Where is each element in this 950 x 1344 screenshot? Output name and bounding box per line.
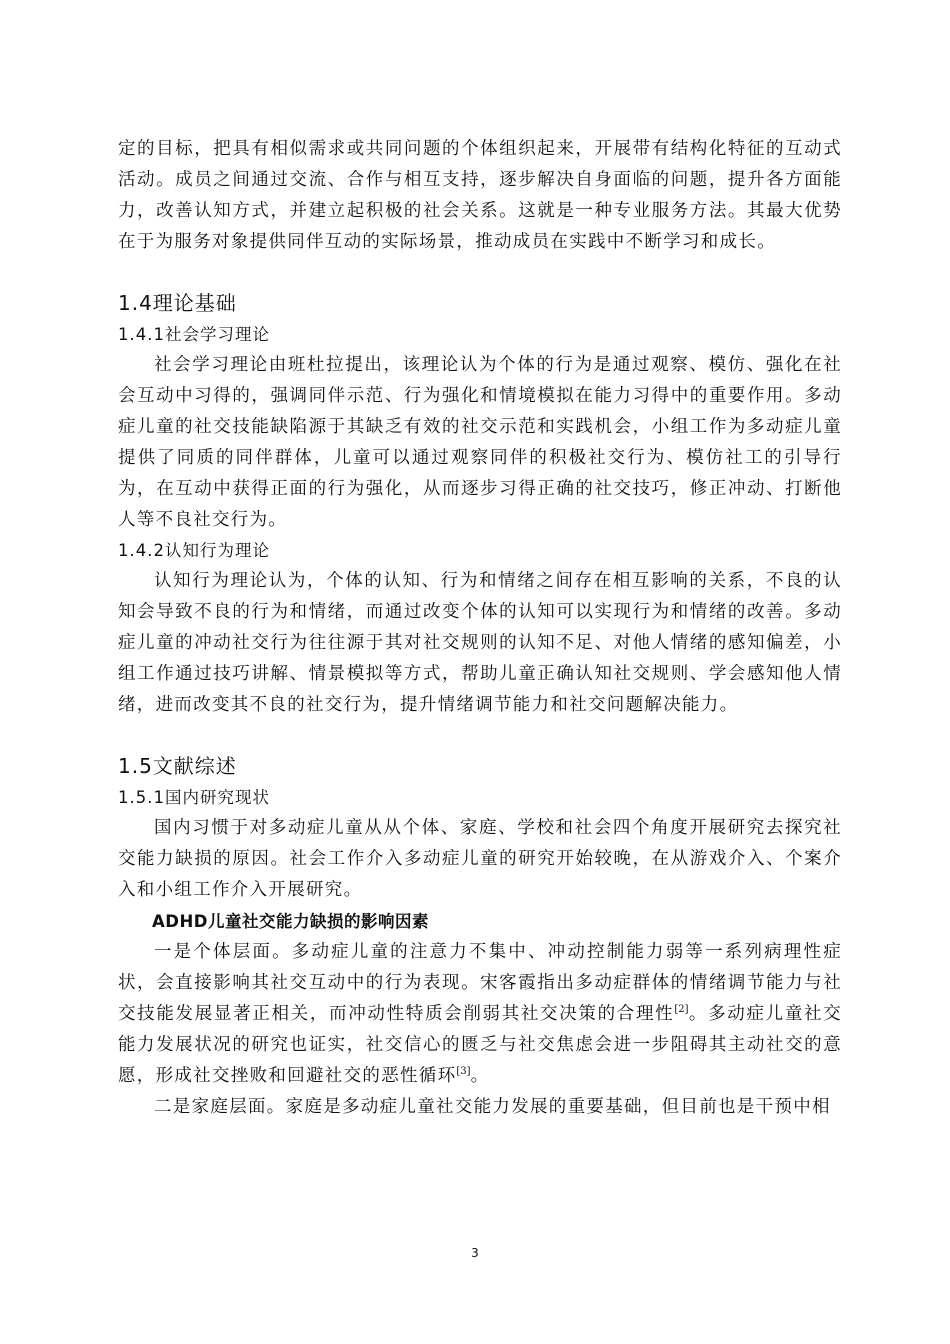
citation-3: [3] <box>456 1066 471 1078</box>
citation-2: [2] <box>674 1004 689 1016</box>
adhd-factors-heading: ADHD儿童社交能力缺损的影响因素 <box>152 912 429 931</box>
intro-paragraph: 定的目标，把具有相似需求或共同问题的个体组织起来，开展带有结构化特征的互动式活动。成员之间通过交流、合作与相互支持，逐步解决自身面临的问题，提升各方面能力，改善认知方式，并建立起积极的社会关系。这就是一种专业服务方法。其最大优势在于为服务对象提供同伴互动的实际场景，推动成员在实践中不断学习和成长。 <box>118 139 842 252</box>
section-heading-1-4: 1.4理论基础 <box>118 291 237 315</box>
individual-level-paragraph <box>118 937 842 1092</box>
page-number: 3 <box>471 1246 479 1260</box>
subsection-heading-1-4-1: 1.4.1社会学习理论 <box>118 325 270 344</box>
individual-text-a: 一是个体层面。多动症儿童的注意力不集中、冲动控制能力弱等一系列病理性症状，会直接影响其社交互动中的行为表现。宋客霞指出多动症群体的情绪调节能力与社交技能发展显著正相关，而冲动性特质会削弱其社交决策的合理性 <box>118 942 842 1024</box>
subsection-heading-1-5-1: 1.5.1国内研究现状 <box>118 788 270 807</box>
cognitive-behavior-paragraph: 认知行为理论认为，个体的认知、行为和情绪之间存在相互影响的关系，不良的认知会导致不良的行为和情绪，而通过改变个体的认知可以实现行为和情绪的改善。多动症儿童的冲动社交行为往往源于其对社交规则的认知不足、对他人情绪的感知偏差，小组工作通过技巧讲解、情景模拟等方式，帮助儿童正确认知社交规则、学会感知他人情绪，进而改变其不良的社交行为，提升情绪调节能力和社交问题解决能力。 <box>118 571 842 715</box>
individual-text-c: 。 <box>470 1066 490 1086</box>
subsection-heading-1-4-2: 1.4.2认知行为理论 <box>118 541 270 560</box>
domestic-research-paragraph: 国内习惯于对多动症儿童从从个体、家庭、学校和社会四个角度开展研究去探究社交能力缺损的原因。社会工作介入多动症儿童的研究开始较晚，在从游戏介入、个案介入和小组工作介入开展研究。 <box>118 818 842 900</box>
individual-text-b: 。多动症儿童社交能力发展状况的研究也证实，社交信心的匮乏与社交焦虑会进一步阻碍其主动社交的意愿，形成社交挫败和回避社交的恶性循环 <box>118 1004 842 1086</box>
page-body <box>118 134 842 1123</box>
section-heading-1-5: 1.5文献综述 <box>118 754 237 778</box>
family-level-paragraph: 二是家庭层面。家庭是多动症儿童社交能力发展的重要基础，但目前也是干预中相 <box>154 1097 831 1117</box>
social-learning-paragraph: 社会学习理论由班杜拉提出，该理论认为个体的行为是通过观察、模仿、强化在社会互动中习得的，强调同伴示范、行为强化和情境模拟在能力习得中的重要作用。多动症儿童的社交技能缺陷源于其缺乏有效的社交示范和实践机会，小组工作为多动症儿童提供了同质的同伴群体，儿童可以通过观察同伴的积极社交行为、模仿社工的引导行为，在互动中获得正面的行为强化，从而逐步习得正确的社交技巧，修正冲动、打断他人等不良社交行为。 <box>118 355 842 530</box>
